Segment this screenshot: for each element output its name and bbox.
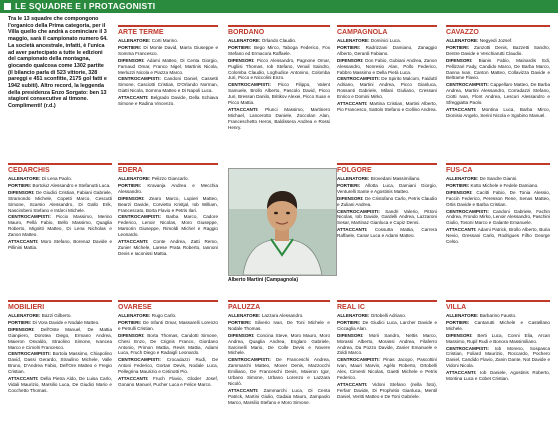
- role-label: PORTIERI:: [337, 44, 361, 50]
- roster-line: [118, 45, 218, 57]
- player-list: Picco Alessandro, Pagnone Omar, Pugliisi Thomas, Iob Stefano, Venail Saindro, Colomba Claudio, Loghudice Antonino, Colomba Juri, Picco e Niccolini Enzo.: [228, 57, 330, 81]
- roster-line: [337, 196, 437, 208]
- player-list: Allotta Luca, Damiani Giorgio, Venturelli Sante e Agostinis Matteo.: [337, 182, 437, 194]
- roster-line: [118, 313, 218, 319]
- photo-caption: Alberto Martini (Campagnola): [228, 277, 299, 283]
- role-label: PORTIERI:: [8, 182, 32, 188]
- player-list: Corti Marino.: [151, 38, 179, 43]
- team-name: OVARESE: [118, 300, 218, 312]
- role-label: CENTROCAMPISTI:: [337, 357, 380, 363]
- player-photo: [228, 168, 337, 276]
- role-label: ATTACCANTI:: [337, 227, 368, 233]
- roster-line: [118, 333, 218, 357]
- team-card: [228, 300, 330, 428]
- roster-line: [337, 183, 437, 195]
- roster-line: [446, 58, 550, 82]
- player-list: Zearo Marco, Lupieri Matteo, Bearzi Davide, Corvietto Kristjal, Iob William, Francescato, Borta Flavio e Petris Ilari.: [118, 195, 218, 213]
- intro-text: Tra le 13 squadre che compongono l'organico della Prima categoria, per il Villa quello che andrà a cominciare il 3 maggio, sarà il campionato numero 64. La società ancestrale, infatti, è l'unica ad aver partecipato a tutte le edizioni del campionato della montagna, giocando qualcosa come 1302 partite (il bilancio parla di 523 vittorie, 328 pareggi e 451 sconfitte, 2175 gol fatti e 1942 subiti). Altro record, la leggenda della presidenza Enzo Sorgato: ben 13 stagioni consecutive al timone. Complimenti! (r.d.): [8, 16, 108, 110]
- player-list: Candoni Gabriele, Fachin Andrea, Frondo Mirko, Lenoir Alessandro, Paschini Giulio, Tosoni Marco e Galante Emanuele.: [446, 208, 550, 226]
- team-name: CAMPAGNOLA: [337, 25, 437, 37]
- roster-line: [8, 214, 112, 238]
- role-label: ALLENATORE:: [8, 176, 41, 181]
- role-label: CENTROCAMPISTI:: [8, 351, 51, 357]
- roster-line: [228, 38, 330, 44]
- roster-line: [446, 320, 550, 332]
- roster-line: [337, 45, 437, 57]
- player-list: De Infanti Omar, Massarelli Lorenzo e Petrulli Cristian.: [118, 319, 218, 331]
- role-label: PORTIERI:: [228, 44, 252, 50]
- role-label: ATTACCANTI:: [228, 387, 259, 393]
- team-name: BORDANO: [228, 25, 330, 37]
- player-list: Orlando Claudio.: [261, 38, 297, 43]
- roster-line: [8, 351, 112, 375]
- team-name: VILLA: [446, 300, 550, 312]
- roster-line: [118, 183, 218, 195]
- player-list: Cacitti Fabio, De Tonia Alessio, Faccin Federico, Peresson Rene, Senas Matteo, Ortis Davide e Barba Cristian.: [446, 189, 550, 207]
- roster-line: [337, 176, 437, 182]
- roster-line: [118, 38, 218, 44]
- roster-line: [118, 357, 218, 375]
- player-list: Sandri Valerio, Pittoni Nicolas, Iob Davide, Gardelli Andrea, Lazzaroni Sesar, Martinaz Gianluca e Cupiz Denni.: [337, 208, 437, 226]
- player-list: Iob Moreno, Sospasca Cristian, Foliard Maurizio, Roccardo, Pochero Daniel, Candido Flavio, Zanin Dante, Not Davide e Vidoni Nicola.: [446, 345, 550, 369]
- player-list: Vidoni Stefano (nella foto), Ferfarr Davide, Di Prophetio Gianluca, Mentil Daniel, Veritti Matteo e De Toni Gabriele.: [337, 381, 437, 399]
- player-list: Belgrado Davide, Della Schiava Simone e Radina Vincenzo.: [118, 95, 218, 107]
- player-list: Di Monte David, Marra Giuseppe e Somma Francesco.: [118, 44, 218, 56]
- role-label: ATTACCANTI:: [8, 239, 39, 245]
- roster-line: [337, 313, 437, 319]
- role-label: ATTACCANTI:: [118, 95, 149, 101]
- roster-line: [337, 357, 437, 381]
- team-card: [337, 300, 437, 428]
- roster-line: [118, 320, 218, 332]
- player-list: Crocadazzi Rudi, De Antoni Federico, Gortan Devis, Nodale Luca, Pellegrina Maurizio e Cetinotti Pio.: [118, 357, 218, 375]
- role-label: ALLENATORE:: [118, 313, 151, 318]
- roster-line: [228, 357, 330, 387]
- player-list: De Spirito Malcom, Faiduttì Adriano, Martini Andrea, Picco Gianluca, Rossanti Gabriele, Milani Giuliano, Cressani Enrico e Domini Mirko.: [337, 76, 437, 100]
- team-name: ARTE TERME: [118, 25, 218, 37]
- team-card: [118, 300, 218, 428]
- role-label: PORTIERI:: [118, 44, 142, 50]
- roster-line: [446, 333, 550, 345]
- team-card: [446, 163, 550, 288]
- player-list: Lazzara Alessandro.: [261, 313, 304, 318]
- roster-line: [8, 313, 112, 319]
- role-label: DIFENSORI:: [337, 195, 364, 201]
- roster-line: [228, 107, 330, 131]
- player-list: De Franceschi Andrea, Zammarchi Matteo, Mover Denis, Mazzocchi Emiliano, De Franceschi Devis, Maieron Igor, Urbano Simone, Urbano Lorenzo e Lazzara Nicolò.: [228, 357, 330, 386]
- team-card: [118, 163, 218, 288]
- player-list: Cantarutti Michele e Castellano Michele.: [446, 319, 550, 331]
- roster-line: [228, 58, 330, 82]
- roster-line: [446, 176, 550, 182]
- section-header: [0, 0, 558, 13]
- team-name: FUS-CA: [446, 163, 550, 175]
- role-label: PORTIERI:: [228, 319, 252, 325]
- player-list: Plunci Massimo, Martinero Michael, Lancerotto Daniele, Zoccolan Alan, Franceschetto Heros, Baldissera Andrea e Rossi Henry.: [228, 106, 330, 130]
- role-label: PORTIERI:: [337, 319, 361, 325]
- player-list: Della Pietra Aldo, De Luisa Carlo, Vidali Maurizio, Marsilio Luca, De Giudici Mario e Cocchetto Thomas.: [8, 376, 112, 393]
- roster-line: [337, 76, 437, 100]
- team-card: [337, 163, 437, 288]
- role-label: DIFENSORI:: [118, 332, 145, 338]
- role-label: CENTROCAMPISTI:: [446, 82, 489, 88]
- section-title: LE SQUADRE E I PROTAGONISTI: [15, 1, 156, 11]
- player-list: Silverio Ivan, De Toni Michele e Nodale Thomas.: [228, 319, 330, 331]
- player-list: Martina Cristian, Martini Alberto, Pio Francesco, Sattolo Stefano e Gollino Andrea.: [337, 101, 437, 112]
- player-list: Fruch Flavio, Gloder Josef, Gonano Manuel, Pucher Luca e Felice Marco.: [118, 376, 218, 387]
- role-label: DIFENSORI:: [446, 189, 473, 195]
- player-list: Conte Andrea, Zatti Remo, Zunier Michele, Larese Prata Roberto, Iannoni Devis e Iaconissi Mattia.: [118, 239, 218, 256]
- player-list: Cossutta Mattia, Carrera Raffaele, Canar Luca e Adami Matteo.: [337, 227, 437, 239]
- roster-line: [118, 214, 218, 238]
- player-list: Bortoluz Alessandro e Stefanutti Luca.: [32, 182, 111, 188]
- role-label: ALLENATORE:: [8, 313, 41, 318]
- team-name: EDERA: [118, 163, 218, 175]
- team-name: MOBILIERI: [8, 300, 112, 312]
- role-label: PORTIERI:: [337, 182, 361, 188]
- role-label: PORTIERI:: [446, 44, 470, 50]
- player-list: Morii Sandro, Nettis Marco, Morassi Alberto, Morassi Andrea, Filaferro Andrea, Da Pozzo Davide, Zanier Emanuele e Zoldi Marco.: [337, 332, 437, 356]
- role-label: CENTROCAMPISTI:: [228, 82, 271, 88]
- role-label: DIFENSORI:: [446, 57, 473, 63]
- player-list: Zammarchi Luca, Di Centa Patrick, Martini Giulio, Gadaia Mauro, Zampaolo Marco, Marsilio Stefano e Moro Simone.: [228, 387, 330, 405]
- team-name: CAVAZZO: [446, 25, 550, 37]
- role-label: ALLENATORE:: [446, 313, 479, 318]
- player-list: Don Fabio, Gubiani Andrea, Zanon Alessandro, Nonresio Alan, Pollo Federico, Fabbro Massimo e Della Pietà Luca.: [337, 57, 437, 75]
- roster-line: [337, 382, 437, 400]
- player-list: De Giudici Cristian, Fabiani Gabriele, Stramondo Michele, Copetti Marco, Cescutti Simone, Scarsio Alessandro, Di Gallo Erik, Nascimbeni Stefano e Intàrci Michele.: [8, 189, 112, 213]
- role-label: CENTROCAMPISTI:: [8, 214, 51, 220]
- player-list: Pelizzo Giancarlo.: [151, 176, 189, 181]
- role-label: DIFENSORI:: [118, 195, 145, 201]
- player-list: Barba Marco, Cadore Federico, Lenoir Nicolas, Moro Giuseppe, Marsorin Giuseppe, Rimoldi Michel e Raggio Leonardo.: [118, 214, 218, 238]
- role-label: ATTACCANTI:: [337, 381, 368, 387]
- roster-line: [118, 176, 218, 182]
- role-label: CENTROCAMPISTI:: [337, 76, 380, 82]
- player-list: Bazzi Gilberto.: [41, 313, 72, 318]
- player-list: Radrizzani Damiano, Zanaggio Alberto, Gerardi Fabiano.: [337, 44, 437, 56]
- role-label: ALLENATORE:: [228, 38, 261, 43]
- roster-line: [228, 388, 330, 406]
- team-name: REAL IC: [337, 300, 437, 312]
- player-list: Concina Steve, Moro Mauro, Moro Andrea, Quaglia Andrea, Englaro Gabriele, Sarcinelli Mario, De Colle Devis e Novere Michele.: [228, 332, 330, 356]
- role-label: ATTACCANTI:: [446, 370, 477, 376]
- roster-line: [228, 313, 330, 319]
- role-label: PORTIERI:: [446, 182, 470, 188]
- role-label: PORTIERI:: [118, 319, 142, 325]
- player-list: Dominici Luca.: [370, 38, 401, 43]
- roster-line: [337, 333, 437, 357]
- player-list: Adami Patrick, Brollo Alberto, Buria Nevio, Gressani Carlo, Rodrigues Filho George Celso.: [446, 227, 550, 245]
- roster-line: [8, 190, 112, 214]
- role-label: PORTIERI:: [8, 319, 32, 325]
- role-label: ALLENATORE:: [118, 38, 151, 43]
- roster-line: [446, 190, 550, 208]
- roster-line: [118, 376, 218, 388]
- role-label: ALLENATORE:: [337, 38, 370, 43]
- player-list: Berti Luca, Conni Elia, Arcan Massimo, Rupil Rudi e Bonora Massimiliano.: [446, 332, 550, 344]
- role-label: CENTROCAMPISTI:: [228, 357, 271, 363]
- role-label: ALLENATORE:: [118, 176, 151, 181]
- role-label: CENTROCAMPISTI:: [446, 345, 489, 351]
- player-list: Zanzotti Denis, Bazzetti Sandro, Dentre Davide e Venchiarutti Claudio.: [446, 44, 550, 56]
- roster-line: [446, 107, 550, 119]
- roster-line: [228, 320, 330, 332]
- role-label: DIFENSORI:: [337, 57, 364, 63]
- role-label: ATTACCANTI:: [228, 106, 259, 112]
- roster-line: [228, 45, 330, 57]
- role-label: CENTROCAMPISTI:: [446, 208, 489, 214]
- role-label: DIFENSORI:: [8, 189, 35, 195]
- player-list: Bego Mirco, Taboga Federico, Fox Stefano ed Ermacora Raffaele.: [228, 44, 330, 56]
- role-label: ATTACCANTI:: [118, 239, 149, 245]
- role-label: ALLENATORE:: [337, 176, 370, 181]
- role-label: DIFENSORI:: [337, 332, 364, 338]
- role-label: ALLENATORE:: [228, 313, 261, 318]
- roster-line: [118, 95, 218, 107]
- role-label: DIFENSORI:: [228, 57, 255, 63]
- player-list: Pinas Jacopo, Pascottini Ivan, Mauri Marvin, Agélo Roberto, Ortobelli Alex, Cimenti Nicolas, Gaetti Michele e Petris Federico.: [337, 357, 437, 381]
- roster-line: [446, 82, 550, 106]
- player-list: Cappellaro Matteo, De Barba Andrea, Martini Alessandro, Corradazzi Stefano, Ciotti Ivan, Flont Andrea, Lescuri Alessandro e Sfreggiatta Paolo.: [446, 82, 550, 106]
- roster-line: [8, 183, 112, 189]
- player-list: Rugo Carlo.: [151, 313, 177, 318]
- roster-line: [446, 370, 550, 382]
- player-list: Brovedani Massimiliano.: [370, 176, 421, 181]
- player-list: Negyedi Jozsef.: [479, 38, 513, 43]
- role-label: PORTIERI:: [118, 182, 142, 188]
- roster-line: [446, 346, 550, 370]
- player-list: De Sandre Gianni.: [479, 176, 518, 181]
- roster-line: [118, 196, 218, 214]
- role-label: CENTROCAMPISTI:: [118, 76, 161, 82]
- team-card: [8, 300, 112, 428]
- player-list: Iob Daniele, Agostinis Roberto, Montina Luca e Cobet Cristian.: [446, 370, 550, 382]
- player-list: De Cristofano Carlo, Petris Claudio e Zuliani Andrea.: [337, 195, 437, 207]
- player-list: Di Vora Davide e Nodale Matteo.: [32, 319, 100, 325]
- team-card: [446, 300, 550, 428]
- roster-line: [337, 320, 437, 332]
- player-list: Bianis Fabio, Mainardis Edi, Pellizzari Fady, Candido Marco, De Barba Marco, Danna Ivan, Canton Matteo, Collavizza Davide e Beltrame Flavio.: [446, 57, 550, 81]
- roster-line: [8, 239, 112, 251]
- role-label: DIFENSORI:: [8, 326, 35, 332]
- player-list: Bortola Massimo, Chiapolino David, Dassi Gerardo, Straulino Michele, Valle Bruno, D'Andrea Fabio, Dell'Ore Matteo e Fregio Cristian.: [8, 351, 112, 375]
- role-label: CENTROCAMPISTI:: [118, 214, 161, 220]
- role-label: ATTACCANTI:: [446, 106, 477, 112]
- roster-line: [8, 327, 112, 351]
- role-label: ATTACCANTI:: [446, 227, 477, 233]
- team-card: [8, 163, 112, 288]
- roster-line: [118, 58, 218, 76]
- role-label: DIFENSORI:: [228, 332, 255, 338]
- role-label: ALLENATORE:: [337, 313, 370, 318]
- roster-line: [8, 176, 112, 182]
- roster-line: [446, 38, 550, 44]
- roster-line: [337, 209, 437, 227]
- team-card: [228, 25, 330, 165]
- roster-line: [8, 376, 112, 394]
- roster-line: [337, 101, 437, 113]
- team-card: [118, 25, 218, 165]
- roster-line: [228, 82, 330, 106]
- player-list: Barbarino Fausto.: [479, 313, 517, 318]
- player-list: Piccio Massimo, Merino Mauro, Pellá Fabio, Bello Massimo, Quaglia Roberto, Mignitti Matteo, Di Lena Nicholas e Zanon Matteo.: [8, 214, 112, 238]
- player-list: Adami Matteo, Di Centa Giorgio, Farnaud Omar, Franco Nigel, Martinis Nicola, Merluzzi Nicola e Piazza Marco.: [118, 57, 218, 75]
- roster-line: [446, 45, 550, 57]
- role-label: DIFENSORI:: [446, 332, 473, 338]
- square-icon: [4, 3, 11, 10]
- roster-line: [118, 239, 218, 257]
- roster-line: [337, 38, 437, 44]
- roster-line: [446, 313, 550, 319]
- role-label: CENTROCAMPISTI:: [337, 208, 380, 214]
- role-label: ATTACCANTI:: [118, 376, 149, 382]
- role-label: ATTACCANTI:: [8, 376, 39, 382]
- player-photo-image: [229, 169, 336, 275]
- player-list: Di Lena Paolo.: [41, 176, 72, 181]
- role-label: ATTACCANTI:: [337, 101, 368, 107]
- role-label: ALLENATORE:: [446, 176, 479, 181]
- team-card: [446, 25, 550, 165]
- roster-line: [446, 227, 550, 245]
- roster-line: [337, 227, 437, 239]
- player-list: Moro Stefano, Borenaz Davide e Pillinini Mattia.: [8, 239, 112, 250]
- team-name: PALUZZA: [228, 300, 330, 312]
- roster-line: [228, 333, 330, 357]
- team-card: [337, 25, 437, 165]
- roster-line: [8, 320, 112, 326]
- player-list: Montina Luca, Barba Mirco, Dionisio Angelo, Serini Nicola e Sgobino Manuel.: [446, 106, 550, 118]
- player-list: Kotto Michele e Fedele Damiano.: [470, 182, 539, 188]
- player-list: Candoni Daniel, Cassetti Simone, Casciotti Cristian, D'Orlando Norman, Giatti Nicola, Somma Matteo e Di Napoli Luca.: [118, 76, 218, 94]
- role-label: CENTROCAMPISTI:: [118, 357, 161, 363]
- player-list: Borta Thomas, Candotti Simone, Chesi Enzo, De Crignis Franco, Giordano Antonio, Primon Mattia, Revis Mattia, Adami Luca, Fruch Diego e Radaiglì Leonardo.: [118, 332, 218, 356]
- player-list: Ortobelli Adriano.: [370, 313, 407, 318]
- role-label: ALLENATORE:: [446, 38, 479, 43]
- player-list: Dell'Oste Manuel, De Mattia Gianpiero, Dorotea Diego, Ermano Andrea, Maieron Osvaldo, Straolino Simone, Ivancea Marco e Cimolri Francesco.: [8, 326, 112, 350]
- roster-line: [446, 183, 550, 189]
- role-label: DIFENSORI:: [118, 57, 145, 63]
- roster-line: [337, 58, 437, 76]
- role-label: PORTIERI:: [446, 319, 470, 325]
- team-name: CEDARCHIS: [8, 163, 112, 175]
- team-name: FOLGORE: [337, 163, 437, 175]
- player-list: Picco Filippo, Valent Samuele, Brollo Alberto, Pascolo David, Picco Juri, Bressan Danilo, Britikov Alexei, Picco Suan e Picco Mattia.: [228, 82, 330, 106]
- roster-line: [446, 209, 550, 227]
- player-list: Kravanja Andrea e Mecchia Alessandro.: [118, 182, 218, 194]
- roster-line: [118, 76, 218, 94]
- player-list: De Giudici Luca, Larcher Davide e Ciccaglia Alan.: [337, 319, 437, 331]
